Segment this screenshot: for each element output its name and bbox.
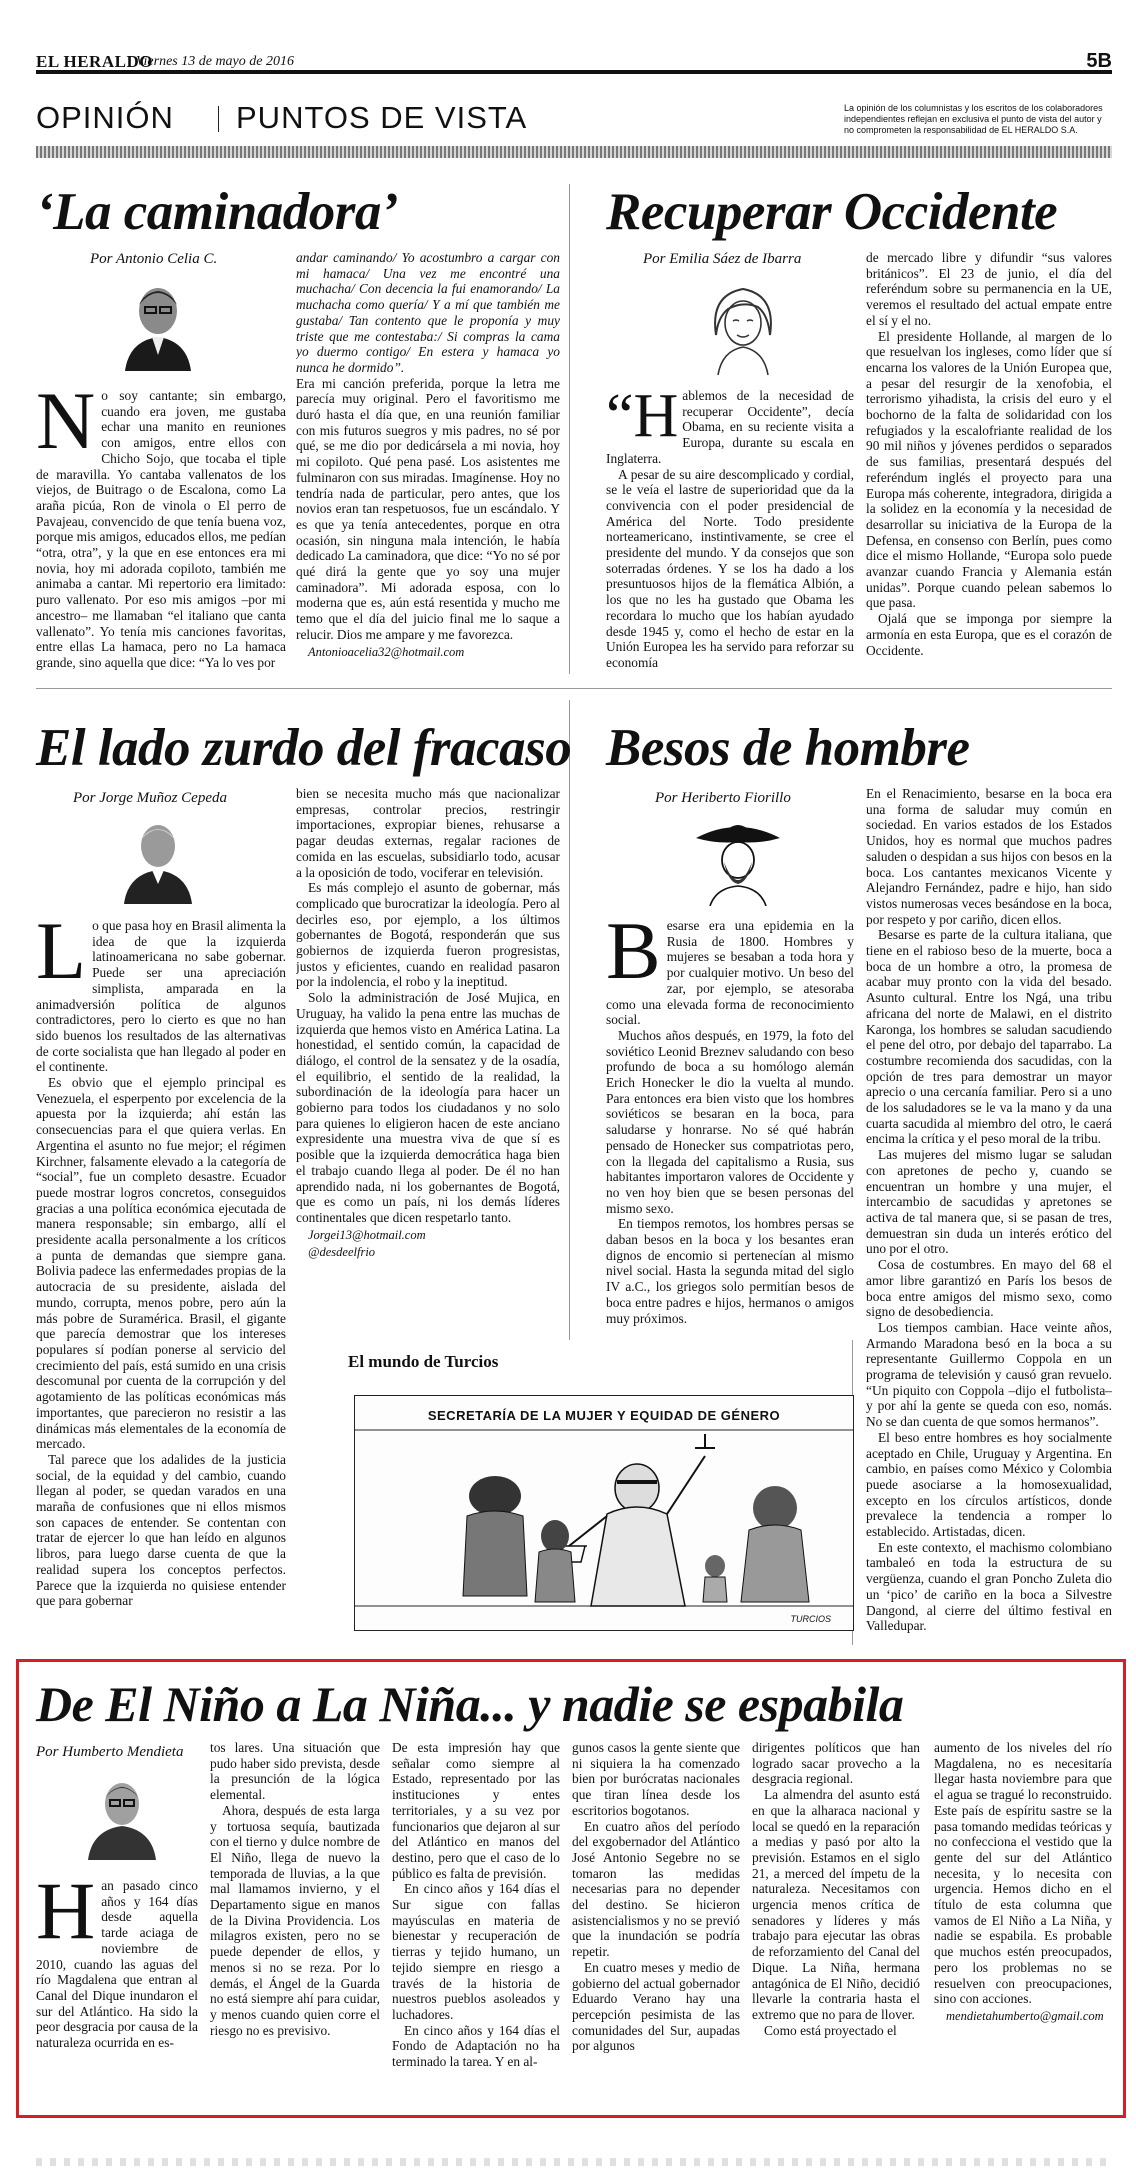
article-headline: ‘La caminadora’ xyxy=(36,183,398,241)
article-column xyxy=(210,1740,380,2118)
article-column xyxy=(296,786,560,1322)
article-byline: Por Humberto Mendieta xyxy=(36,1744,184,1760)
article-headline: De El Niño a La Niña... y nadie se espabila xyxy=(36,1676,904,1732)
article-column xyxy=(36,1878,198,2118)
article-text: aumento de los niveles del río Magdalena, no es necesitaría llegar hasta noviembre para que el agua se tragué lo reconstruido. Este país de espíritu sastre se la pasa tomando medidas teóricas y no confecciona el vestido que la gente del sur del Atlántico necesita, y lo necesita con urgencia. Hemos dicho en el título de esta columna que vamos de El Niño a La Niña, y nadie se espabila. Es probable que muchos estén preocupados, pero los problemas no se resuelven con preocupaciones, sino con acciones. xyxy=(934,1740,1112,2007)
drop-cap: “H xyxy=(606,388,679,450)
cartoon-banner: SECRETARÍA DE LA MUJER Y EQUIDAD DE GÉNERO xyxy=(427,1408,781,1423)
article-column xyxy=(606,918,854,1330)
article-byline: Por Antonio Celia C. xyxy=(90,251,218,267)
article-column xyxy=(606,388,854,676)
article-text: A pesar de su aire descomplicado y cordial, se le veía el lastre de superioridad que da la convivencia con el poder presidencial de América del Norte. Todo presidente norteamericano, instintivamente, se cree el presidente del mundo. Y da consejos que son soterradas órdenes. Y se los ha dado a los presuntuosos hijos de la flemática Albión, a los que no les ha gustado que Obama les recordara lo mucho que los habían ayudado desde 1945 y, como el hecho de estar en la Unión Europea les ha servido para reforzar su economía xyxy=(606,466,854,670)
article-column xyxy=(866,250,1112,674)
section-disclaimer: La opinión de los columnistas y los escritos de los colaboradores independientes reflejan en exclusiva el punto de vista del autor y no comprometen la responsabilidad de EL HERALDO S.A. xyxy=(844,103,1103,135)
cartoon-title: El mundo de Turcios xyxy=(348,1352,499,1371)
author-email: Jorgei13@hotmail.com xyxy=(308,1227,426,1242)
article-headline: Besos de hombre xyxy=(606,719,970,777)
cartoon-drawing xyxy=(355,1396,854,1631)
author-portrait xyxy=(698,275,788,375)
article-text: Muchos años después, en 1979, la foto del soviético Leonid Breznev saludando con beso profundo de boca a su homólogo alemán Erich Honecker le dio la vuelta al mundo. Para entonces era bien visto que los hombres soviéticos se besaran en la boca, para saludarse y honrarse. No sé qué habrán pensado de Honecker sus compatriotas pero, con la llegada del capitalismo a Rusia, sus habitantes importaron valores de Occidente y no ven hoy bien que se besen personas del mismo sexo. xyxy=(606,1027,854,1216)
article-text: En cinco años y 164 días el Fondo de Adaptación no ha terminado la tarea. Y en al- xyxy=(392,2022,560,2070)
article-text: o soy cantante; sin embargo, cuando era joven, me gustaba echar una manito en reuniones con amigos, entre ellos con Chicho Sojo, que tocaba el tiple de maravilla. Yo cantaba vallenatos de los viejos, de Buitrago o de Escalona, como La araña picúa, Ron de vinola o El perro de Pavajeau, convencido de que tenía buena voz, porque mis amigos, educados ellos, me pedían “otra, otra”, y la que en ese entonces era mi novia, hoy mi adorada copiloto, también me animaba a cantar. Mi repertorio era limitado: puro vallenato. Por eso mis amigos –por mi ancestro– me llamaban “el italiano que canta vallenato”. Yo tenía mis canciones favoritas, entre ellas La hamaca, pero no La hamaca grande, sino aquella que dice: “Ya lo ves por xyxy=(36,388,286,670)
article-column xyxy=(752,1740,920,2118)
article-text: De esta impresión hay que señalar como siempre al Estado, representado por las instituciones y entes territoriales, y a su vez por funcionarios que dejaron al sur del Atlántico en manos del destino, pero que el caso de lo público es falta de previsión. xyxy=(392,1740,560,1881)
article-column xyxy=(572,1740,740,2118)
section-title: OPINIÓN xyxy=(36,100,174,135)
article-text: En tiempos remotos, los hombres persas se daban besos en la boca y los besantes eran dignos de encomio si pertenecían al mismo nivel social. Hasta la segunda mitad del siglo IV a.C., los griegos solo permitían besos de boca entre padres e hijos, hermanos o amigos muy próximos. xyxy=(606,1216,854,1326)
author-portrait xyxy=(118,812,198,904)
article-text: Tal parece que los adalides de la justicia social, de la equidad y del cambio, cuando llegan al poder, se quedan varados en una maraña de confusiones que ni ellos mismos son capaces de entender. Se contentan con tratar de ejercer lo que han leído en algunos libros, para luego darse cuenta de que la realidad supera los conceptos perfectos. Parece que la izquierda no quisiese entender que para gobernar xyxy=(36,1451,286,1609)
author-handle: @desdeelfrio xyxy=(308,1245,376,1260)
article-text: Como está proyectado el xyxy=(764,2022,897,2038)
article-column xyxy=(392,1740,560,2118)
article-text: esarse era una epidemia en la Rusia de 1800. Hombres y mujeres se besaban a toda hora y por cualquier motivo. Un beso del zar, por ejemplo, se atesoraba como una elevada forma de reconocimiento social. xyxy=(606,918,854,1028)
article-headline: Recuperar Occidente xyxy=(606,183,1058,241)
section-subtitle: PUNTOS DE VISTA xyxy=(236,100,528,135)
page-footer-noise xyxy=(36,2158,1112,2166)
section-stripe xyxy=(36,146,1112,158)
masthead xyxy=(36,50,1112,74)
article-byline: Por Emilia Sáez de Ibarra xyxy=(643,251,802,267)
article-byline: Por Jorge Muñoz Cepeda xyxy=(73,790,227,806)
article-text: El beso entre hombres es hoy socialmente aceptado en Chile, Uruguay y Argentina. En cambio, en países como México y Colombia puede asociarse a la homosexualidad, excepto en los círculos artísticos, donde prevalece la tendencia a romper lo establecido. Artistadas, dicen. xyxy=(866,1429,1112,1540)
author-email: mendietahumberto@gmail.com xyxy=(946,2008,1104,2023)
article-text: bien se necesita mucho más que nacionalizar empresas, controlar precios, restringir importaciones, expropiar bienes, rehusarse a pagar deudas externas, regalar raciones de comida en las escuelas, subsidiarlo todo, acusar a la oposición de todo, vociferar en televisión. xyxy=(296,786,560,880)
issue-date: Viernes 13 de mayo de 2016 xyxy=(136,54,294,69)
author-portrait xyxy=(82,1768,162,1860)
article-text: En cinco años y 164 días el Sur sigue con fallas mayúsculas en materia de bienestar y recuperación de tierras y tejido humano, un tejido siempre en riesgo a través de la historia de nuestros pueblos asoleados y luchadores. xyxy=(392,1881,560,2022)
article-byline: Por Heriberto Fiorillo xyxy=(655,790,791,806)
article-column xyxy=(934,1740,1112,2118)
article-text: ablemos de la necesidad de recuperar Occidente”, decía Obama, en su reciente visita a Europa, durante su escala en Inglaterra. xyxy=(606,388,854,466)
section-header xyxy=(36,100,1112,136)
row-rule xyxy=(36,688,1112,689)
article-text: dirigentes políticos que han logrado sacar provecho a la desgracia regional. xyxy=(752,1740,920,1787)
article-text: La almendra del asunto está en que la alharaca nacional y local se quedó en la reparación a medias y pasó por alto la previsión. Estamos en el siglo 21, a merced del ímpetu de la naturaleza. Necesitamos con urgencia menos crítica de senadores y líderes y más trabajo para ejecutar las obras de reforzamiento del Canal del Dique. La Niña, hermana antagónica de El Niño, decidió llevarle la contraria hasta el extremo que no para de llover. xyxy=(752,1787,920,2022)
article-text: Las mujeres del mismo lugar se saludan con apretones de pecho y, cuando se encuentran un hombre y una mujer, el intercambio de sacudidas y apretones se activa de tal manera que, si se pasan de tres, demuestran sin duda un interés erótico del uno por el otro. xyxy=(866,1147,1112,1257)
article-column xyxy=(296,250,560,674)
drop-cap: B xyxy=(606,918,661,996)
author-portrait xyxy=(690,810,786,906)
article-text: En cuatro meses y medio de gobierno del actual gobernador Eduardo Verano hay una percepción pesimista de las comunidades del Sur, aupadas por algunos xyxy=(572,1959,740,2054)
article-text: En cuatro años del período del exgobernador del Atlántico José Antonio Segebre no se tomaron las medidas necesarias para no depender del destino. Se hicieron asistencialismos y no se previó que la inundación se podría repetir. xyxy=(572,1818,740,1960)
editorial-cartoon xyxy=(354,1395,854,1631)
section-divider xyxy=(218,106,219,132)
song-lyrics: andar caminando/ Yo acostumbro a cargar con mi hamaca/ Una vez me encontré una muchacha/ Con decencia la fui enamorando/ La muchacha como quería/ Y a mí que también me gustaba/ Tan contento que le proponía y muy triste que me contestaba:/ Si compras la cama yo duermo contigo/ En estera y hamaca yo nunca he dormido”. xyxy=(296,250,560,375)
page-number: 5B xyxy=(1086,50,1112,72)
drop-cap: H xyxy=(36,1878,96,1956)
article-text: an pasado cinco años y 164 días desde aquella tarde aciaga de noviembre de 2010, cuando las aguas del río Magdalena que entran al Canal del Dique inundaron el sur del Atlántico. Ha sido la peor desgracia por causa de la naturaleza ocurrida en es- xyxy=(36,1878,198,2051)
article-text: de mercado libre y difundir “sus valores británicos”. El 23 de junio, el día del referéndum sobre su permanencia en la UE, veremos el resultado del actual empate entre el sí y el no. xyxy=(866,250,1112,328)
article-text: Ahora, después de esta larga y tortuosa sequía, bautizada con el tierno y dulce nombre de El Niño, llega de nuevo la temporada de lluvias, a la que mal llamamos invierno, y el Departamento sigue en manos de la Divina Providencia. Los milagros existen, pero no se puede depender de ellos, y menos si no se reza. Por lo demás, el Ángel de la Guarda no está siempre ahí para cuidar, y menos cuando quien corre el riesgo no es previsivo. xyxy=(210,1802,380,2038)
article-text: Es obvio que el ejemplo principal es Venezuela, el esperpento por excelencia de la apuesta por la izquierda; ahí están las consecuencias para el que quiera verlas. En Argentina el asunto no fue mejor; el régimen Kirchner, falsamente elevado a la categoría de “social”, fue un completo desastre. Ecuador puede mostrar logros concretos, conseguidos gracias a una política económica ejecutada de manera responsable; sin embargo, allí el presidente acalla personalmente a los críticos a punta de demandas que siempre gana. Bolivia padece las enfermedades propias de la autocracia de su presidente, aislada del mundo, corrupta, menos pobre, pero aún la más pobre de Suramérica. Brasil, el gigante que parecía demostrar que los intereses populares sí podían ponerse al servicio del crecimiento del país, está sumido en una crisis descomunal por cuenta de la corrupción y del agotamiento de las políticas económicas más importantes, que parecieron no resistir a las dinámicas más elementales de la economía de mercado. xyxy=(36,1075,286,1452)
article-text: Besarse es parte de la cultura italiana, que tiene en el rabioso beso de la muerte, boca a boca de un hombre a otro, la promesa de acabar muy pronto con la vida del besado. Asunto cultural. Entre los Ngá, una tribu africana del norte de Malawi, en el distrito Karonga, los hombres se saludan sacudiendo el pene del otro, por debajo del taparrabo. La costumbre recomienda dos sacudidas, con la opción de tres para demostrar un mayor aprecio o una cercanía familiar. Pero si a uno de los saludadores se le va la mano y da una cuarta sacudida al miembro del otro, le caerá encima la crítica y el peso moral de la tribu. xyxy=(866,927,1112,1147)
article-column xyxy=(36,388,286,676)
column-rule xyxy=(569,184,570,674)
article-column xyxy=(36,918,286,1660)
article-text: Era mi canción preferida, porque la letra me parecía muy original. Pero el favoritismo me duró hasta el día que, en una reunión familiar con mis futuros suegros y mis padres, no sé por qué, se me dio por dedicársela a mi novia, hoy mi copiloto. Qué pena pasé. Los asistentes me fulminaron con sus miradas. Imagínense. Hoy no tendría nada de particular, pero antes, que los novios eran tan respetuosos, fue un escándalo. Y es que ya tenía antecedentes, porque en otra ocasión, sin ninguna mala intención, le había dedicado La caminadora, que dice: “Yo no sé por qué dirá la gente que yo soy una mujer caminadora”. Mi adorada esposa, con lo moderna que es, aún está resentida y mucho me temo que el día del juicio final me lo saque a relucir. Dios me ampare y me favorezca. xyxy=(296,375,560,642)
author-portrait xyxy=(117,275,199,371)
article-text: Solo la administración de José Mujica, en Uruguay, ha valido la pena entre las muchas de izquierda que hemos visto en América Latina. La honestidad, el sentido común, la capacidad de diálogo, el control de la sensatez y de la osadía, el equilibrio, el sentido de la realidad, la subordinación de la ideología para hacer un gobierno para todos los ciudadanos y no solo para quienes lo eligieron hacen de este anciano expresidente una muestra viva de que sí es posible que la izquierda democrática haga bien el trabajo cuando llega al poder. De él no han aprendido nada, ni los gobernantes de Bogotá, que es como un país, ni los demás líderes continentales que dicen respetarlo tanto. xyxy=(296,990,560,1225)
article-headline: El lado zurdo del fracaso xyxy=(36,719,572,777)
drop-cap: L xyxy=(36,918,87,996)
article-text: gunos casos la gente siente que ni siquiera la ha comenzado bien por burócratas nacionales que tiran línea desde los escritorios bogotanos. xyxy=(572,1740,740,1818)
newspaper-name: EL HERALDO xyxy=(36,52,153,71)
article-text: tos lares. Una situación que pudo haber sido prevista, desde la presunción de la lógica elemental. xyxy=(210,1740,380,1803)
article-text: Cosa de costumbres. En mayo del 68 el amor libre garantizó en París los besos de boca entre amigos del mismo sexo, como signo de desobediencia. xyxy=(866,1257,1112,1320)
article-text: Los tiempos cambian. Hace veinte años, Armando Maradona besó en la boca a su representante Guillermo Coppola en un programa de televisión y causó gran revuelo. “Un piquito con Coppola –dijo el futbolista– y por ahí la gente se queda con eso, nomás. No se dan cuenta de que somos hermanos”. xyxy=(866,1319,1112,1430)
drop-cap: N xyxy=(36,388,96,466)
article-text: En el Renacimiento, besarse en la boca era una forma de saludar muy común en sociedad. En varios estados de los Estados Unidos, hoy es normal que muchos padres saluden o despidan a sus hijos con besos en la boca. Los cantantes mexicanos Vicente y Alejandro Fernández, padre e hijo, han sido vistos numerosas veces besándose en la boca, por respeto y por cariño, dicen ellos. xyxy=(866,786,1112,927)
article-text: En este contexto, el machismo colombiano tambaleó en toda la estructura de su vergüenza, cuando el gran Poncho Zuleta dio un ‘pico’ de cariño en la boca a Silvestre Dangond, al cierre del último festival en Valledupar. xyxy=(866,1539,1112,1634)
column-rule xyxy=(569,700,570,1340)
article-column xyxy=(866,786,1112,1648)
article-text: El presidente Hollande, al margen de lo que resuelvan los ingleses, como líder que sí encarna los valores de la Unión Europea que, a pesar del resurgir de la xenofobia, el terrorismo yihadista, la crisis del euro y el bochorno de la falta de solidaridad con los refugiados y la escalofriante realidad de los 90 mil niños y jóvenes perdidos o separados de sus familias, presentará después del referéndum inglés el proyecto para una Europa más coherente, integradora, dirigida a la solidez en la economía y la necesidad de desarrollar su iniciativa de la Europa de la Defensa, en consenso con Berlín, pues como dice el mismo Hollande, “Europa solo puede avanzar cuando Francia y Alemania están unidas”. Porque cuando pelean sabemos lo que pasa. xyxy=(866,328,1112,611)
article-text: Es más complejo el asunto de gobernar, más complicado que burocratizar la ideología. Pero al decirles eso, por ejemplo, a los últimos gobernantes de Bogotá, responderán que sus gobiernos de izquierda fueron progresistas, justos y eficientes, cuando en realidad pasaron por la indolencia, el robo y la ineptitud. xyxy=(296,880,560,990)
article-text: Ojalá que se imponga por siempre la armonía en esta Europa, que es el corazón de Occidente. xyxy=(866,611,1112,658)
author-email: Antonioacelia32@hotmail.com xyxy=(308,644,465,659)
cartoon-signature: TURCIOS xyxy=(790,1614,831,1624)
article-text: o que pasa hoy en Brasil alimenta la idea de que la izquierda latinoamericana no sabe gobernar. Puede ser una apreciación simplista, amparada en la animadversión política de algunos contradictores, pero lo cierto es que no han sido buenos los resultados de las alternativas de corte socialista que han llegado al poder en el continente. xyxy=(36,918,286,1075)
